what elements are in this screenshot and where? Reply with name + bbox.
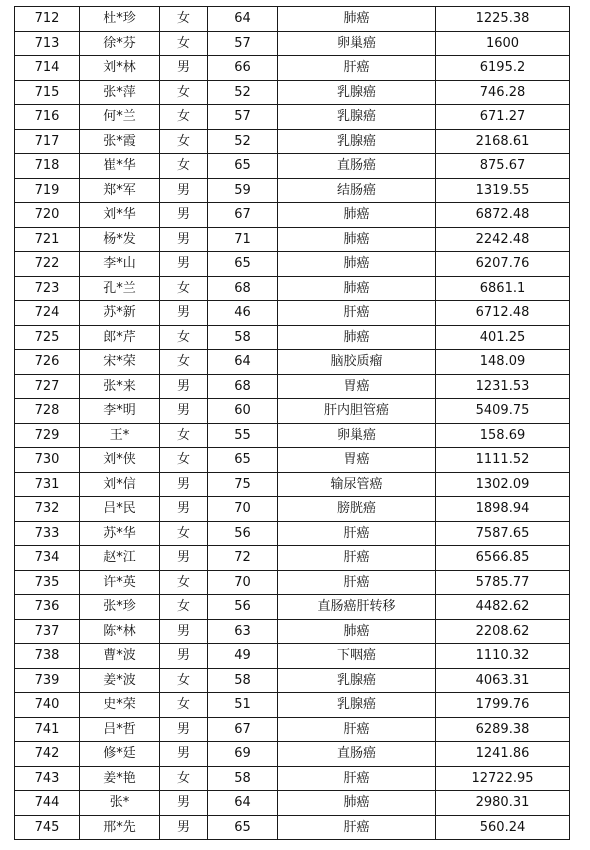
- table-row: [15, 717, 570, 742]
- sex-cell: 女: [160, 129, 208, 154]
- age-cell: 57: [208, 105, 278, 130]
- patient-name-cell: 李*山: [80, 252, 160, 277]
- record-id-cell: 714: [15, 56, 80, 81]
- age-cell: 71: [208, 227, 278, 252]
- patient-name-cell: 何*兰: [80, 105, 160, 130]
- record-id-cell: 740: [15, 693, 80, 718]
- diagnosis-cell: 乳腺癌: [278, 105, 436, 130]
- table-row: [15, 766, 570, 791]
- record-id-cell: 717: [15, 129, 80, 154]
- table-row: [15, 791, 570, 816]
- sex-cell: 女: [160, 595, 208, 620]
- age-cell: 58: [208, 668, 278, 693]
- diagnosis-cell: 肝癌: [278, 56, 436, 81]
- record-id-cell: 727: [15, 374, 80, 399]
- table-row: [15, 497, 570, 522]
- diagnosis-cell: 卵巢癌: [278, 31, 436, 56]
- diagnosis-cell: 肝癌: [278, 301, 436, 326]
- amount-cell: 671.27: [436, 105, 570, 130]
- age-cell: 67: [208, 203, 278, 228]
- sex-cell: 男: [160, 742, 208, 767]
- patient-name-cell: 苏*新: [80, 301, 160, 326]
- age-cell: 70: [208, 497, 278, 522]
- diagnosis-cell: 肺癌: [278, 791, 436, 816]
- amount-cell: 6207.76: [436, 252, 570, 277]
- age-cell: 52: [208, 129, 278, 154]
- amount-cell: 560.24: [436, 815, 570, 840]
- patient-name-cell: 刘*侠: [80, 448, 160, 473]
- record-id-cell: 720: [15, 203, 80, 228]
- diagnosis-cell: 肺癌: [278, 7, 436, 32]
- table-row: [15, 472, 570, 497]
- amount-cell: 875.67: [436, 154, 570, 179]
- amount-cell: 158.69: [436, 423, 570, 448]
- patient-name-cell: 张*来: [80, 374, 160, 399]
- age-cell: 75: [208, 472, 278, 497]
- record-id-cell: 722: [15, 252, 80, 277]
- patient-name-cell: 孔*兰: [80, 276, 160, 301]
- sex-cell: 男: [160, 56, 208, 81]
- age-cell: 70: [208, 570, 278, 595]
- sex-cell: 女: [160, 7, 208, 32]
- diagnosis-cell: 直肠癌肝转移: [278, 595, 436, 620]
- diagnosis-cell: 直肠癌: [278, 742, 436, 767]
- diagnosis-cell: 肺癌: [278, 203, 436, 228]
- patient-name-cell: 崔*华: [80, 154, 160, 179]
- sex-cell: 男: [160, 472, 208, 497]
- diagnosis-cell: 膀胱癌: [278, 497, 436, 522]
- amount-cell: 1110.32: [436, 644, 570, 669]
- sex-cell: 女: [160, 31, 208, 56]
- diagnosis-cell: 肺癌: [278, 252, 436, 277]
- record-id-cell: 736: [15, 595, 80, 620]
- patient-name-cell: 张*萍: [80, 80, 160, 105]
- amount-cell: 4063.31: [436, 668, 570, 693]
- patient-name-cell: 修*廷: [80, 742, 160, 767]
- age-cell: 64: [208, 7, 278, 32]
- sex-cell: 男: [160, 717, 208, 742]
- table-row: [15, 742, 570, 767]
- record-id-cell: 742: [15, 742, 80, 767]
- sex-cell: 男: [160, 301, 208, 326]
- diagnosis-cell: 下咽癌: [278, 644, 436, 669]
- patient-name-cell: 姜*艳: [80, 766, 160, 791]
- amount-cell: 6712.48: [436, 301, 570, 326]
- age-cell: 46: [208, 301, 278, 326]
- amount-cell: 1898.94: [436, 497, 570, 522]
- diagnosis-cell: 肺癌: [278, 325, 436, 350]
- sex-cell: 男: [160, 546, 208, 571]
- age-cell: 60: [208, 399, 278, 424]
- table-row: [15, 105, 570, 130]
- table-row: [15, 423, 570, 448]
- patient-name-cell: 姜*波: [80, 668, 160, 693]
- patient-name-cell: 刘*华: [80, 203, 160, 228]
- amount-cell: 2242.48: [436, 227, 570, 252]
- patient-name-cell: 赵*江: [80, 546, 160, 571]
- table-row: [15, 350, 570, 375]
- age-cell: 67: [208, 717, 278, 742]
- sex-cell: 男: [160, 497, 208, 522]
- record-id-cell: 716: [15, 105, 80, 130]
- amount-cell: 7587.65: [436, 521, 570, 546]
- diagnosis-cell: 肺癌: [278, 619, 436, 644]
- table-row: [15, 7, 570, 32]
- table-row: [15, 178, 570, 203]
- age-cell: 59: [208, 178, 278, 203]
- age-cell: 65: [208, 154, 278, 179]
- age-cell: 68: [208, 374, 278, 399]
- record-id-cell: 728: [15, 399, 80, 424]
- age-cell: 55: [208, 423, 278, 448]
- patient-name-cell: 张*霞: [80, 129, 160, 154]
- amount-cell: 6566.85: [436, 546, 570, 571]
- amount-cell: 148.09: [436, 350, 570, 375]
- amount-cell: 1319.55: [436, 178, 570, 203]
- record-id-cell: 737: [15, 619, 80, 644]
- sex-cell: 女: [160, 668, 208, 693]
- table-row: [15, 448, 570, 473]
- sex-cell: 男: [160, 252, 208, 277]
- sex-cell: 男: [160, 178, 208, 203]
- record-id-cell: 738: [15, 644, 80, 669]
- age-cell: 52: [208, 80, 278, 105]
- sex-cell: 男: [160, 374, 208, 399]
- sex-cell: 男: [160, 791, 208, 816]
- amount-cell: 5785.77: [436, 570, 570, 595]
- table-row: [15, 570, 570, 595]
- patient-name-cell: 曹*波: [80, 644, 160, 669]
- patient-name-cell: 吕*哲: [80, 717, 160, 742]
- patient-name-cell: 史*荣: [80, 693, 160, 718]
- sex-cell: 女: [160, 350, 208, 375]
- table-row: [15, 154, 570, 179]
- table-row: [15, 301, 570, 326]
- record-id-cell: 715: [15, 80, 80, 105]
- patient-name-cell: 王*: [80, 423, 160, 448]
- record-id-cell: 712: [15, 7, 80, 32]
- age-cell: 49: [208, 644, 278, 669]
- patient-name-cell: 许*英: [80, 570, 160, 595]
- record-id-cell: 719: [15, 178, 80, 203]
- amount-cell: 1111.52: [436, 448, 570, 473]
- table-row: [15, 276, 570, 301]
- age-cell: 56: [208, 595, 278, 620]
- amount-cell: 401.25: [436, 325, 570, 350]
- table-row: [15, 815, 570, 840]
- diagnosis-cell: 肝内胆管癌: [278, 399, 436, 424]
- age-cell: 66: [208, 56, 278, 81]
- amount-cell: 1241.86: [436, 742, 570, 767]
- age-cell: 65: [208, 252, 278, 277]
- record-id-cell: 730: [15, 448, 80, 473]
- table-row: [15, 129, 570, 154]
- table-row: [15, 56, 570, 81]
- diagnosis-cell: 乳腺癌: [278, 668, 436, 693]
- diagnosis-cell: 胃癌: [278, 448, 436, 473]
- age-cell: 68: [208, 276, 278, 301]
- diagnosis-cell: 胃癌: [278, 374, 436, 399]
- record-id-cell: 718: [15, 154, 80, 179]
- age-cell: 58: [208, 325, 278, 350]
- table-row: [15, 227, 570, 252]
- diagnosis-cell: 肝癌: [278, 521, 436, 546]
- table-row: [15, 595, 570, 620]
- patient-name-cell: 吕*民: [80, 497, 160, 522]
- diagnosis-cell: 直肠癌: [278, 154, 436, 179]
- patient-name-cell: 刘*信: [80, 472, 160, 497]
- age-cell: 69: [208, 742, 278, 767]
- patient-name-cell: 陈*林: [80, 619, 160, 644]
- age-cell: 63: [208, 619, 278, 644]
- patient-name-cell: 刘*林: [80, 56, 160, 81]
- record-id-cell: 725: [15, 325, 80, 350]
- sex-cell: 女: [160, 105, 208, 130]
- sex-cell: 女: [160, 521, 208, 546]
- amount-cell: 1225.38: [436, 7, 570, 32]
- record-id-cell: 739: [15, 668, 80, 693]
- record-id-cell: 741: [15, 717, 80, 742]
- sex-cell: 女: [160, 80, 208, 105]
- amount-cell: 1302.09: [436, 472, 570, 497]
- amount-cell: 746.28: [436, 80, 570, 105]
- sex-cell: 女: [160, 276, 208, 301]
- amount-cell: 6195.2: [436, 56, 570, 81]
- table-row: [15, 31, 570, 56]
- table-row: [15, 374, 570, 399]
- patient-name-cell: 张*珍: [80, 595, 160, 620]
- record-id-cell: 713: [15, 31, 80, 56]
- patient-name-cell: 徐*芬: [80, 31, 160, 56]
- record-id-cell: 743: [15, 766, 80, 791]
- age-cell: 64: [208, 350, 278, 375]
- records-table-body: [15, 7, 570, 840]
- sex-cell: 女: [160, 423, 208, 448]
- sex-cell: 男: [160, 203, 208, 228]
- patient-name-cell: 李*明: [80, 399, 160, 424]
- diagnosis-cell: 乳腺癌: [278, 129, 436, 154]
- table-row: [15, 619, 570, 644]
- sex-cell: 女: [160, 693, 208, 718]
- amount-cell: 6861.1: [436, 276, 570, 301]
- diagnosis-cell: 肝癌: [278, 815, 436, 840]
- table-row: [15, 521, 570, 546]
- patient-name-cell: 郎*芹: [80, 325, 160, 350]
- sex-cell: 女: [160, 570, 208, 595]
- table-row: [15, 80, 570, 105]
- diagnosis-cell: 输尿管癌: [278, 472, 436, 497]
- diagnosis-cell: 肝癌: [278, 717, 436, 742]
- diagnosis-cell: 肝癌: [278, 766, 436, 791]
- table-row: [15, 203, 570, 228]
- diagnosis-cell: 肺癌: [278, 276, 436, 301]
- sex-cell: 女: [160, 448, 208, 473]
- amount-cell: 1799.76: [436, 693, 570, 718]
- diagnosis-cell: 肝癌: [278, 546, 436, 571]
- record-id-cell: 731: [15, 472, 80, 497]
- table-row: [15, 546, 570, 571]
- record-id-cell: 735: [15, 570, 80, 595]
- patient-name-cell: 郑*军: [80, 178, 160, 203]
- record-id-cell: 726: [15, 350, 80, 375]
- amount-cell: 4482.62: [436, 595, 570, 620]
- amount-cell: 2980.31: [436, 791, 570, 816]
- record-id-cell: 732: [15, 497, 80, 522]
- table-row: [15, 399, 570, 424]
- diagnosis-cell: 肺癌: [278, 227, 436, 252]
- diagnosis-cell: 肝癌: [278, 570, 436, 595]
- patient-name-cell: 杨*发: [80, 227, 160, 252]
- record-id-cell: 721: [15, 227, 80, 252]
- diagnosis-cell: 乳腺癌: [278, 80, 436, 105]
- amount-cell: 6289.38: [436, 717, 570, 742]
- record-id-cell: 734: [15, 546, 80, 571]
- sex-cell: 男: [160, 619, 208, 644]
- table-row: [15, 325, 570, 350]
- record-id-cell: 744: [15, 791, 80, 816]
- sex-cell: 女: [160, 766, 208, 791]
- table-row: [15, 644, 570, 669]
- table-row: [15, 668, 570, 693]
- amount-cell: 1600: [436, 31, 570, 56]
- record-id-cell: 723: [15, 276, 80, 301]
- patient-name-cell: 苏*华: [80, 521, 160, 546]
- table-row: [15, 252, 570, 277]
- diagnosis-cell: 卵巢癌: [278, 423, 436, 448]
- records-table: [14, 6, 570, 840]
- sex-cell: 男: [160, 227, 208, 252]
- age-cell: 64: [208, 791, 278, 816]
- patient-name-cell: 宋*荣: [80, 350, 160, 375]
- age-cell: 51: [208, 693, 278, 718]
- patient-name-cell: 杜*珍: [80, 7, 160, 32]
- amount-cell: 2208.62: [436, 619, 570, 644]
- amount-cell: 12722.95: [436, 766, 570, 791]
- patient-name-cell: 邢*先: [80, 815, 160, 840]
- sex-cell: 男: [160, 399, 208, 424]
- patient-name-cell: 张*: [80, 791, 160, 816]
- record-id-cell: 729: [15, 423, 80, 448]
- age-cell: 58: [208, 766, 278, 791]
- record-id-cell: 745: [15, 815, 80, 840]
- sex-cell: 男: [160, 644, 208, 669]
- sex-cell: 男: [160, 815, 208, 840]
- age-cell: 56: [208, 521, 278, 546]
- diagnosis-cell: 脑胶质瘤: [278, 350, 436, 375]
- diagnosis-cell: 结肠癌: [278, 178, 436, 203]
- age-cell: 65: [208, 815, 278, 840]
- age-cell: 57: [208, 31, 278, 56]
- amount-cell: 2168.61: [436, 129, 570, 154]
- amount-cell: 6872.48: [436, 203, 570, 228]
- record-id-cell: 733: [15, 521, 80, 546]
- age-cell: 65: [208, 448, 278, 473]
- table-row: [15, 693, 570, 718]
- record-id-cell: 724: [15, 301, 80, 326]
- sex-cell: 女: [160, 325, 208, 350]
- diagnosis-cell: 乳腺癌: [278, 693, 436, 718]
- sex-cell: 女: [160, 154, 208, 179]
- amount-cell: 5409.75: [436, 399, 570, 424]
- age-cell: 72: [208, 546, 278, 571]
- amount-cell: 1231.53: [436, 374, 570, 399]
